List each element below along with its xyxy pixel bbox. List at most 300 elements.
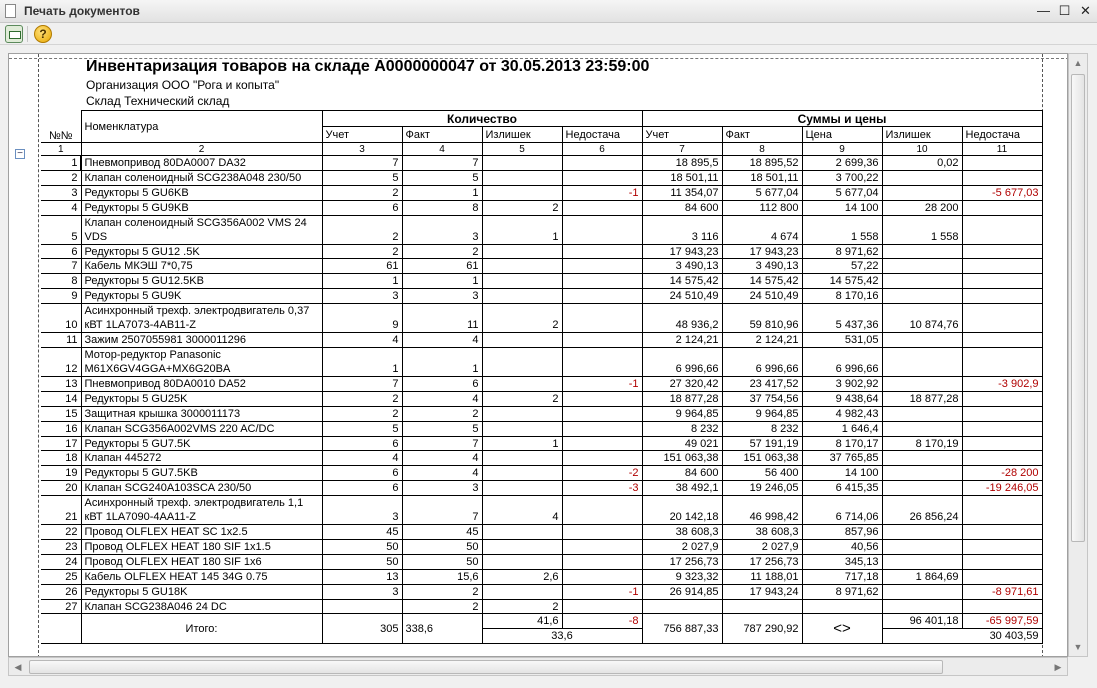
table-row[interactable] (41, 540, 1042, 555)
totals-sum-surplus: 96 401,18 (882, 614, 962, 629)
row-qty-surplus (482, 481, 562, 496)
table-row[interactable] (41, 569, 1042, 584)
row-sum-fact: 38 608,3 (722, 525, 802, 540)
row-sum-shortage (962, 554, 1042, 569)
row-sum-account (642, 599, 722, 614)
header-qty-account: Учет (322, 127, 402, 143)
table-row[interactable] (41, 289, 1042, 304)
row-price: 3 700,22 (802, 170, 882, 185)
row-qty-fact: 7 (402, 436, 482, 451)
table-row[interactable] (41, 451, 1042, 466)
row-qty-surplus: 1 (482, 215, 562, 244)
row-qty-shortage (562, 599, 642, 614)
header-qty-group: Количество (322, 111, 642, 127)
row-qty-fact: 8 (402, 200, 482, 215)
minimize-button[interactable]: — (1037, 3, 1050, 18)
row-name[interactable]: Пневмопривод 80DA0010 DA52 (81, 377, 322, 392)
column-number: 4 (402, 143, 482, 156)
row-qty-fact: 3 (402, 481, 482, 496)
row-price: 4 982,43 (802, 406, 882, 421)
row-sum-fact: 18 501,11 (722, 170, 802, 185)
page-left-border (38, 54, 39, 657)
row-qty-shortage (562, 451, 642, 466)
row-price: 8 170,16 (802, 289, 882, 304)
row-sum-surplus: 1 864,69 (882, 569, 962, 584)
row-name[interactable]: Мотор-редуктор Panasonic M61X6GV4GGA+MX6G20BA (81, 348, 322, 377)
row-qty-account: 5 (322, 170, 402, 185)
row-price: 8 971,62 (802, 584, 882, 599)
column-number: 9 (802, 143, 882, 156)
row-qty-fact: 6 (402, 377, 482, 392)
table-row[interactable] (41, 170, 1042, 185)
row-sum-shortage (962, 406, 1042, 421)
header-sum-surplus: Излишек (882, 127, 962, 143)
row-name[interactable]: Клапан соленоидный SCG238A048 230/50 (81, 170, 322, 185)
row-qty-shortage (562, 391, 642, 406)
row-sum-fact: 6 996,66 (722, 348, 802, 377)
row-number: 8 (41, 274, 81, 289)
row-sum-shortage (962, 259, 1042, 274)
totals-qty-account: 305 (322, 614, 402, 644)
row-sum-surplus: 8 170,19 (882, 436, 962, 451)
row-qty-surplus (482, 406, 562, 421)
row-name[interactable]: Асинхронный трехф. электродвигатель 0,37 кВТ 1LA7073-4AB11-Z (81, 304, 322, 333)
row-sum-shortage: -8 971,61 (962, 584, 1042, 599)
scroll-down-icon[interactable]: ▼ (1073, 642, 1083, 652)
column-number: 8 (722, 143, 802, 156)
column-number: 1 (41, 143, 81, 156)
table-row[interactable] (41, 525, 1042, 540)
row-name[interactable]: Редукторы 5 GU9K (81, 289, 322, 304)
maximize-button[interactable]: ☐ (1058, 3, 1071, 18)
row-sum-surplus (882, 481, 962, 496)
row-sum-fact: 11 188,01 (722, 569, 802, 584)
row-name[interactable]: Клапан SCG240A103SCA 230/50 (81, 481, 322, 496)
row-sum-account: 14 575,42 (642, 274, 722, 289)
row-qty-account: 2 (322, 215, 402, 244)
table-row[interactable] (41, 406, 1042, 421)
totals-num-cell (41, 614, 81, 644)
row-name[interactable]: Асинхронный трехф. электродвигатель 1,1 кВТ 1LA7090-4AA11-Z (81, 496, 322, 525)
row-sum-shortage (962, 304, 1042, 333)
table-row[interactable] (41, 200, 1042, 215)
row-qty-fact: 61 (402, 259, 482, 274)
row-sum-fact: 151 063,38 (722, 451, 802, 466)
column-number: 2 (81, 143, 322, 156)
header-sum-shortage: Недостача (962, 127, 1042, 143)
help-icon[interactable]: ? (34, 25, 52, 43)
table-row[interactable] (41, 333, 1042, 348)
row-name[interactable]: Клапан 445272 (81, 451, 322, 466)
row-sum-surplus (882, 584, 962, 599)
row-sum-surplus (882, 244, 962, 259)
totals-price: <> (802, 614, 882, 644)
row-name[interactable]: Провод OLFLEX HEAT 180 SIF 1x6 (81, 554, 322, 569)
row-number: 13 (41, 377, 81, 392)
row-number: 20 (41, 481, 81, 496)
table-row[interactable] (41, 481, 1042, 496)
row-sum-fact: 46 998,42 (722, 496, 802, 525)
row-qty-account: 2 (322, 185, 402, 200)
table-row[interactable] (41, 274, 1042, 289)
row-sum-surplus: 0,02 (882, 156, 962, 171)
row-qty-shortage (562, 274, 642, 289)
row-name[interactable]: Зажим 2507055981 3000011296 (81, 333, 322, 348)
row-number: 16 (41, 421, 81, 436)
header-qty-shortage: Недостача (562, 127, 642, 143)
row-sum-surplus (882, 525, 962, 540)
vertical-scrollbar[interactable] (1068, 53, 1088, 657)
row-qty-shortage: -2 (562, 466, 642, 481)
row-sum-fact: 14 575,42 (722, 274, 802, 289)
row-price: 8 971,62 (802, 244, 882, 259)
row-qty-shortage (562, 170, 642, 185)
row-qty-account: 5 (322, 421, 402, 436)
row-sum-surplus (882, 185, 962, 200)
table-row[interactable] (41, 584, 1042, 599)
row-sum-fact: 23 417,52 (722, 377, 802, 392)
row-price: 6 714,06 (802, 496, 882, 525)
row-qty-account: 6 (322, 436, 402, 451)
row-qty-account: 3 (322, 496, 402, 525)
row-qty-fact: 4 (402, 391, 482, 406)
row-number: 1 (41, 156, 81, 171)
row-sum-fact: 4 674 (722, 215, 802, 244)
scroll-up-icon[interactable]: ▲ (1073, 58, 1083, 68)
row-qty-fact: 45 (402, 525, 482, 540)
report-title: Инвентаризация товаров на складе А0000000047 от 30.05.2013 23:59:00 (86, 58, 650, 75)
row-qty-surplus: 2 (482, 599, 562, 614)
scroll-left-icon[interactable]: ◀ (14, 662, 22, 672)
table-body (41, 156, 1042, 614)
row-sum-account: 6 996,66 (642, 348, 722, 377)
row-sum-shortage (962, 156, 1042, 171)
row-number: 9 (41, 289, 81, 304)
row-sum-surplus (882, 451, 962, 466)
row-qty-shortage (562, 569, 642, 584)
row-qty-account: 50 (322, 554, 402, 569)
table-row[interactable] (41, 185, 1042, 200)
row-qty-surplus: 2,6 (482, 569, 562, 584)
table-row[interactable] (41, 554, 1042, 569)
row-name[interactable]: Кабель OLFLEX HEAT 145 34G 0.75 (81, 569, 322, 584)
row-sum-account: 38 608,3 (642, 525, 722, 540)
table-row[interactable] (41, 599, 1042, 614)
row-qty-shortage (562, 304, 642, 333)
row-name[interactable]: Редукторы 5 GU12.5KB (81, 274, 322, 289)
header-price: Цена (802, 127, 882, 143)
row-qty-account: 9 (322, 304, 402, 333)
row-number: 11 (41, 333, 81, 348)
row-qty-surplus: 4 (482, 496, 562, 525)
row-qty-shortage (562, 348, 642, 377)
table-row[interactable] (41, 259, 1042, 274)
row-sum-fact: 37 754,56 (722, 391, 802, 406)
row-sum-fact: 56 400 (722, 466, 802, 481)
row-price: 2 699,36 (802, 156, 882, 171)
row-name[interactable]: Редукторы 5 GU7.5K (81, 436, 322, 451)
row-sum-fact: 17 943,24 (722, 584, 802, 599)
table-row[interactable] (41, 466, 1042, 481)
table-row[interactable] (41, 421, 1042, 436)
row-qty-account: 1 (322, 274, 402, 289)
row-qty-surplus (482, 348, 562, 377)
row-name[interactable]: Редукторы 5 GU12 .5K (81, 244, 322, 259)
row-sum-fact: 18 895,52 (722, 156, 802, 171)
row-qty-account: 1 (322, 348, 402, 377)
scroll-right-icon[interactable]: ▶ (1054, 662, 1062, 672)
row-qty-fact: 5 (402, 170, 482, 185)
row-name[interactable]: Провод OLFLEX HEAT 180 SIF 1x1.5 (81, 540, 322, 555)
totals-label: Итого: (81, 614, 322, 644)
row-price: 531,05 (802, 333, 882, 348)
header-nomenclature: Номенклатура (81, 111, 322, 143)
collapse-group-icon[interactable]: − (15, 149, 25, 159)
row-number: 22 (41, 525, 81, 540)
row-sum-account: 3 116 (642, 215, 722, 244)
totals-sum-account: 756 887,33 (642, 614, 722, 644)
window-title: Печать документов (24, 4, 140, 18)
row-sum-shortage (962, 436, 1042, 451)
row-qty-account: 61 (322, 259, 402, 274)
table-row[interactable] (41, 215, 1042, 244)
row-sum-surplus: 26 856,24 (882, 496, 962, 525)
document-icon (5, 4, 16, 18)
toolbar (0, 23, 1097, 45)
row-price: 14 100 (802, 200, 882, 215)
row-name[interactable]: Редукторы 5 GU25K (81, 391, 322, 406)
row-qty-account: 3 (322, 289, 402, 304)
row-sum-surplus (882, 421, 962, 436)
row-qty-surplus (482, 333, 562, 348)
row-qty-shortage: -1 (562, 377, 642, 392)
row-sum-surplus (882, 377, 962, 392)
row-sum-fact: 112 800 (722, 200, 802, 215)
row-sum-account: 9 323,32 (642, 569, 722, 584)
row-qty-surplus (482, 156, 562, 171)
row-sum-shortage (962, 274, 1042, 289)
row-name[interactable]: Редукторы 5 GU18K (81, 584, 322, 599)
header-sum-account: Учет (642, 127, 722, 143)
row-name[interactable]: Пневмопривод 80DA0007 DA32 (81, 156, 322, 171)
row-name[interactable]: Провод OLFLEX HEAT SC 1x2.5 (81, 525, 322, 540)
row-sum-surplus: 28 200 (882, 200, 962, 215)
totals-sum-fact: 787 290,92 (722, 614, 802, 644)
row-qty-surplus: 2 (482, 304, 562, 333)
row-qty-account (322, 599, 402, 614)
row-qty-shortage (562, 406, 642, 421)
row-qty-fact: 2 (402, 584, 482, 599)
row-sum-surplus: 18 877,28 (882, 391, 962, 406)
row-qty-shortage: -1 (562, 584, 642, 599)
table-row[interactable] (41, 244, 1042, 259)
row-number: 7 (41, 259, 81, 274)
row-sum-fact: 19 246,05 (722, 481, 802, 496)
row-qty-fact: 50 (402, 554, 482, 569)
row-qty-surplus (482, 185, 562, 200)
row-name[interactable]: Клапан SCG238A046 24 DC (81, 599, 322, 614)
row-sum-fact: 8 232 (722, 421, 802, 436)
row-qty-shortage (562, 289, 642, 304)
row-number: 2 (41, 170, 81, 185)
row-number: 18 (41, 451, 81, 466)
row-qty-account: 3 (322, 584, 402, 599)
row-qty-account: 50 (322, 540, 402, 555)
horizontal-scrollbar[interactable] (8, 657, 1068, 676)
vertical-scroll-thumb[interactable] (1071, 74, 1085, 542)
row-qty-account: 7 (322, 156, 402, 171)
row-sum-shortage (962, 215, 1042, 244)
row-sum-account: 17 943,23 (642, 244, 722, 259)
row-qty-surplus (482, 274, 562, 289)
row-sum-account: 18 895,5 (642, 156, 722, 171)
row-number: 4 (41, 200, 81, 215)
row-qty-shortage (562, 525, 642, 540)
row-price: 57,22 (802, 259, 882, 274)
row-sum-shortage (962, 391, 1042, 406)
table-row[interactable] (41, 391, 1042, 406)
horizontal-scroll-thumb[interactable] (29, 660, 943, 674)
row-sum-account: 11 354,07 (642, 185, 722, 200)
row-sum-fact: 17 943,23 (722, 244, 802, 259)
row-price: 37 765,85 (802, 451, 882, 466)
row-sum-fact: 5 677,04 (722, 185, 802, 200)
row-sum-shortage: -28 200 (962, 466, 1042, 481)
table-row[interactable] (41, 304, 1042, 333)
row-qty-account: 2 (322, 244, 402, 259)
column-number: 7 (642, 143, 722, 156)
column-number: 5 (482, 143, 562, 156)
row-sum-fact: 9 964,85 (722, 406, 802, 421)
row-qty-shortage (562, 421, 642, 436)
report-organization: Организация ООО "Рога и копыта" (86, 78, 280, 92)
row-name[interactable]: Кабель МКЭШ 7*0,75 (81, 259, 322, 274)
row-sum-fact: 17 256,73 (722, 554, 802, 569)
row-sum-surplus (882, 599, 962, 614)
row-sum-surplus (882, 348, 962, 377)
toolbar-separator (27, 26, 28, 42)
row-sum-surplus (882, 274, 962, 289)
row-name[interactable]: Редукторы 5 GU9KB (81, 200, 322, 215)
row-sum-fact: 2 027,9 (722, 540, 802, 555)
row-qty-shortage (562, 244, 642, 259)
row-number: 26 (41, 584, 81, 599)
row-qty-fact: 50 (402, 540, 482, 555)
row-qty-account: 45 (322, 525, 402, 540)
column-number: 6 (562, 143, 642, 156)
row-price: 857,96 (802, 525, 882, 540)
row-qty-account: 2 (322, 391, 402, 406)
row-number: 6 (41, 244, 81, 259)
row-qty-shortage (562, 215, 642, 244)
row-price: 3 902,92 (802, 377, 882, 392)
table-row[interactable] (41, 496, 1042, 525)
close-button[interactable]: ✕ (1080, 3, 1091, 18)
row-qty-fact: 11 (402, 304, 482, 333)
row-name[interactable]: Клапан SCG356A002VMS 220 AC/DC (81, 421, 322, 436)
table-row[interactable] (41, 156, 1042, 171)
header-qty-surplus: Излишек (482, 127, 562, 143)
row-qty-surplus: 2 (482, 391, 562, 406)
row-qty-fact: 4 (402, 451, 482, 466)
row-sum-fact (722, 599, 802, 614)
row-price: 9 438,64 (802, 391, 882, 406)
row-sum-surplus: 10 874,76 (882, 304, 962, 333)
row-qty-surplus (482, 525, 562, 540)
row-qty-surplus (482, 421, 562, 436)
window-titlebar (0, 0, 1097, 23)
row-qty-fact: 4 (402, 466, 482, 481)
row-qty-surplus (482, 259, 562, 274)
row-name[interactable]: Редукторы 5 GU7.5KB (81, 466, 322, 481)
row-number: 27 (41, 599, 81, 614)
row-sum-shortage (962, 421, 1042, 436)
row-qty-surplus (482, 584, 562, 599)
totals-qty-surplus: 41,6 (482, 614, 562, 629)
row-qty-surplus (482, 170, 562, 185)
row-sum-account: 9 964,85 (642, 406, 722, 421)
row-name[interactable]: Редукторы 5 GU6KB (81, 185, 322, 200)
table-row[interactable] (41, 436, 1042, 451)
table-row[interactable] (41, 377, 1042, 392)
report-viewport[interactable] (8, 53, 1068, 657)
row-price: 1 558 (802, 215, 882, 244)
row-qty-shortage: -3 (562, 481, 642, 496)
row-qty-account: 13 (322, 569, 402, 584)
row-sum-shortage (962, 200, 1042, 215)
row-sum-shortage (962, 540, 1042, 555)
row-sum-account: 18 877,28 (642, 391, 722, 406)
header-qty-fact: Факт (402, 127, 482, 143)
row-qty-fact: 2 (402, 244, 482, 259)
row-sum-shortage: -3 902,9 (962, 377, 1042, 392)
table-row[interactable] (41, 348, 1042, 377)
row-sum-account: 26 914,85 (642, 584, 722, 599)
row-sum-surplus (882, 554, 962, 569)
row-qty-account: 4 (322, 451, 402, 466)
row-name[interactable]: Защитная крышка 3000011173 (81, 406, 322, 421)
row-number: 14 (41, 391, 81, 406)
header-num: №№ (41, 111, 81, 143)
row-number: 21 (41, 496, 81, 525)
row-sum-account: 84 600 (642, 200, 722, 215)
row-qty-fact: 4 (402, 333, 482, 348)
row-sum-account: 49 021 (642, 436, 722, 451)
row-price (802, 599, 882, 614)
column-number: 11 (962, 143, 1042, 156)
row-qty-surplus: 1 (482, 436, 562, 451)
row-sum-surplus (882, 289, 962, 304)
totals-sum-difference: 30 403,59 (882, 629, 1042, 644)
row-sum-fact: 2 124,21 (722, 333, 802, 348)
row-number: 23 (41, 540, 81, 555)
row-qty-account: 6 (322, 200, 402, 215)
row-qty-shortage (562, 540, 642, 555)
row-sum-account: 3 490,13 (642, 259, 722, 274)
row-qty-shortage (562, 436, 642, 451)
row-sum-surplus (882, 333, 962, 348)
inventory-table (41, 110, 1043, 644)
print-icon[interactable] (5, 25, 23, 43)
row-sum-surplus (882, 406, 962, 421)
row-number: 24 (41, 554, 81, 569)
row-sum-account: 38 492,1 (642, 481, 722, 496)
row-name[interactable]: Клапан соленоидный SCG356A002 VMS 24 VDS (81, 215, 322, 244)
totals-qty-fact: 338,6 (402, 614, 482, 644)
row-sum-shortage (962, 244, 1042, 259)
row-number: 10 (41, 304, 81, 333)
row-qty-fact: 3 (402, 215, 482, 244)
